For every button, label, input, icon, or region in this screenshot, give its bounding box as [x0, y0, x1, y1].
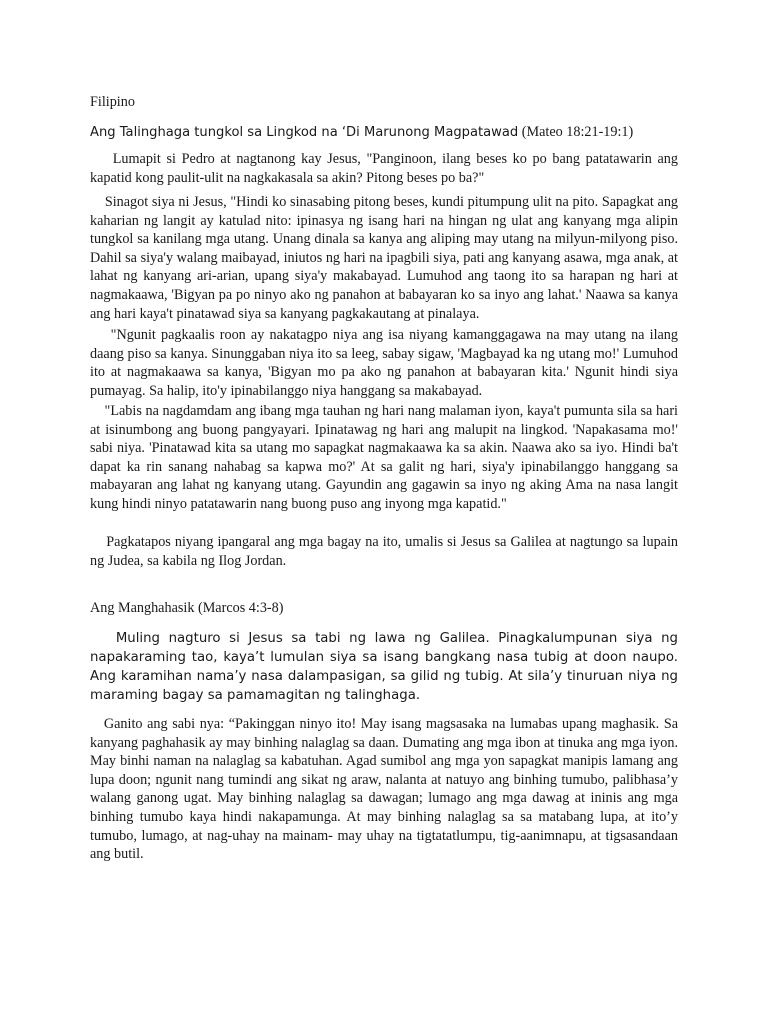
- section1-title-reference: (Mateo 18:21-19:1): [518, 124, 634, 140]
- section1-paragraph-4: "Labis na nagdamdam ang ibang mga tauhan ng hari nang malaman iyon, kaya't pumunta sila sa hari at isinumbong ang buong pangyayari. Ipinatawag ng hari ang malupit na lingkod. 'Napakasama mo!' sabi niya. 'Pinatawad kita sa utang mo sapagkat nagmakaawa ka sa akin. Naawa ako sa iyo. Hindi ba't dapat ka rin sanang nahabag sa kapwa mo?' At sa galit ng hari, siya'y ipinabilanggo hanggang sa mabayaran ang lahat ng kanyang utang. Gayundin ang gagawin sa inyo ng aking Ama na nasa langit kung hindi ninyo patatawarin nang buong puso ang inyong mga kapatid.": [90, 403, 682, 512]
- section1-paragraph-1: Lumapit si Pedro at nagtanong kay Jesus, "Panginoon, ilang beses ko po bang patatawarin ang kapatid kong paulit-ulit na nagkakasala sa akin? Pitong beses po ba?": [90, 151, 682, 186]
- section1-title-main: Ang Talinghaga tungkol sa Lingkod na ‘Di Marunong Magpatawad: [90, 125, 519, 140]
- section2-title: Ang Manghahasik (Marcos 4:3-8): [90, 600, 284, 616]
- section2-paragraph-1: Muling nagturo si Jesus sa tabi ng lawa ng Galilea. Pinagkalumpunan siya ng napakaraming tao, kaya’t lumulan siya sa isang bangkang nasa tubig at doon naupo. Ang karamihan nama’y nasa dalampasigan, sa gilid ng tubig. At sila’y tinuruan niya ng maraming bagay sa pamamagitan ng talinghaga.: [90, 631, 683, 703]
- section1-title: [90, 123, 680, 142]
- section1-paragraph-5: Pagkatapos niyang ipangaral ang mga bagay na ito, umalis si Jesus sa Galilea at nagtungo sa lupain ng Judea, sa kabila ng Ilog Jordan.: [90, 534, 682, 569]
- section2-paragraph-2: Ganito ang sabi nya: “Pakinggan ninyo ito! May isang magsasaka na lumabas upang maghasik. Sa kanyang paghahasik ay may binhing nalaglag sa daan. Dumating ang mga ibon at tinuka ang mga iyon. May binhi naman na nalaglag sa kabatuhan. Agad sumibol ang mga yon sapagkat manipis lamang ang lupa doon; ngunit nang tumindi ang sikat ng araw, nalanta at natuyo ang binhing tumubo, palibhasa’y walang ganong ugat. May binhing nalaglag sa dawagan; lumago ang mga dawag at ininis ang mga binhing tumubo kaya hindi nakapamunga. At may binhing nalaglag sa sa matabang lupa, at ito’y tumubo, lumago, at nag-uhay na mainam- may uhay na tigtatatlumpu, tig-aanimnapu, at tigsasandaan ang butil.: [90, 716, 682, 863]
- section1-paragraph-2: Sinagot siya ni Jesus, "Hindi ko sinasabing pitong beses, kundi pitumpung ulit na pito. Sapagkat ang kaharian ng langit ay katulad nito: ipinasya ng isang hari na hingan ng ulat ang kanyang mga alipin tungkol sa kanilang mga utang. Unang dinala sa kanya ang aliping may utang na milyun-milyong piso. Dahil sa siya'y walang maibayad, iniutos ng hari na ipagbili siya, pati ang kanyang asawa, mga anak, at lahat ng kanyang ari-arian, upang siya'y makabayad. Lumuhod ang taong ito sa harapan ng hari at nagmakaawa, 'Bigyan pa po ninyo ako ng panahon at babayaran ko sa inyo ang lahat.' Naawa sa kanya ang hari kaya't pinatawad siya sa kanyang pagkakautang at pinalaya.: [90, 194, 682, 322]
- language-label: Filipino: [90, 94, 135, 110]
- section1-paragraph-3: "Ngunit pagkaalis roon ay nakatagpo niya ang isa niyang kamanggagawa na may utang na ilang daang piso sa kanya. Sinunggaban niya ito sa leeg, sabay sigaw, 'Magbayad ka ng utang mo!' Lumuhod ito at nagmakaawa sa kanya, 'Bigyan mo pa ako ng panahon at babayaran kita.' Ngunit hindi siya pumayag. Sa halip, ito'y ipinabilanggo niya hanggang sa makabayad.: [90, 327, 682, 399]
